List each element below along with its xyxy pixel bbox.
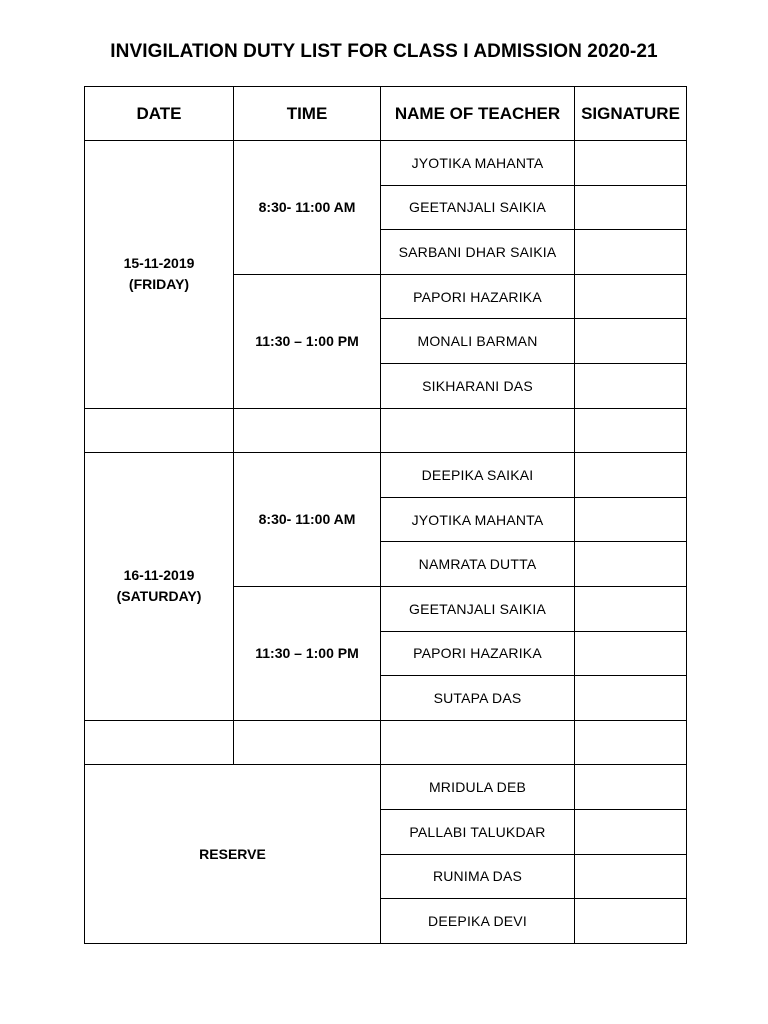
signature-cell xyxy=(575,453,687,498)
teacher-name-cell: SIKHARANI DAS xyxy=(381,363,575,408)
date-cell xyxy=(85,141,234,409)
table-row xyxy=(85,453,687,498)
teacher-name-cell: GEETANJALI SAIKIA xyxy=(381,185,575,230)
teacher-name-cell: PAPORI HAZARIKA xyxy=(381,274,575,319)
teacher-name-cell: SARBANI DHAR SAIKIA xyxy=(381,230,575,275)
teacher-name-cell: PALLABI TALUKDAR xyxy=(381,809,575,854)
signature-cell xyxy=(575,542,687,587)
signature-cell xyxy=(575,631,687,676)
time-slot-cell: 11:30 – 1:00 PM xyxy=(234,274,381,408)
signature-cell xyxy=(575,497,687,542)
date-cell xyxy=(85,453,234,721)
time-slot-cell: 11:30 – 1:00 PM xyxy=(234,586,381,720)
signature-cell xyxy=(575,141,687,186)
header-row xyxy=(85,87,687,141)
empty-cell xyxy=(85,408,234,453)
signature-cell xyxy=(575,809,687,854)
signature-cell xyxy=(575,899,687,944)
signature-cell xyxy=(575,185,687,230)
teacher-name-cell: NAMRATA DUTTA xyxy=(381,542,575,587)
empty-cell xyxy=(381,720,575,765)
teacher-name-cell: GEETANJALI SAIKIA xyxy=(381,586,575,631)
teacher-name-cell: DEEPIKA SAIKAI xyxy=(381,453,575,498)
empty-cell xyxy=(234,408,381,453)
empty-cell xyxy=(85,720,234,765)
header-teacher: NAME OF TEACHER xyxy=(381,87,575,141)
signature-cell xyxy=(575,230,687,275)
teacher-name-cell: DEEPIKA DEVI xyxy=(381,899,575,944)
signature-cell xyxy=(575,319,687,364)
reserve-label: RESERVE xyxy=(85,765,381,943)
time-slot-cell: 8:30- 11:00 AM xyxy=(234,453,381,587)
teacher-name-cell: JYOTIKA MAHANTA xyxy=(381,497,575,542)
empty-cell xyxy=(381,408,575,453)
empty-cell xyxy=(575,720,687,765)
signature-cell xyxy=(575,363,687,408)
date-text: 15-11-2019 xyxy=(123,255,195,272)
teacher-name-cell: MRIDULA DEB xyxy=(381,765,575,810)
page-title: INVIGILATION DUTY LIST FOR CLASS I ADMISSION 2020-21 xyxy=(110,41,658,62)
header-time: TIME xyxy=(234,87,381,141)
header-signature: SIGNATURE xyxy=(575,87,687,141)
spacer-row xyxy=(85,408,687,453)
teacher-name-cell: RUNIMA DAS xyxy=(381,854,575,899)
empty-cell xyxy=(234,720,381,765)
signature-cell xyxy=(575,274,687,319)
spacer-row xyxy=(85,720,687,765)
signature-cell xyxy=(575,765,687,810)
day-text: (FRIDAY) xyxy=(128,276,190,293)
teacher-name-cell: MONALI BARMAN xyxy=(381,319,575,364)
table-row xyxy=(85,765,687,810)
duty-table xyxy=(84,86,687,944)
teacher-name-cell: SUTAPA DAS xyxy=(381,676,575,721)
empty-cell xyxy=(575,408,687,453)
teacher-name-cell: JYOTIKA MAHANTA xyxy=(381,141,575,186)
table-row xyxy=(85,141,687,186)
day-text: (SATURDAY) xyxy=(116,588,202,605)
date-text: 16-11-2019 xyxy=(123,567,195,584)
header-date: DATE xyxy=(85,87,234,141)
time-slot-cell: 8:30- 11:00 AM xyxy=(234,141,381,275)
signature-cell xyxy=(575,586,687,631)
signature-cell xyxy=(575,676,687,721)
signature-cell xyxy=(575,854,687,899)
teacher-name-cell: PAPORI HAZARIKA xyxy=(381,631,575,676)
